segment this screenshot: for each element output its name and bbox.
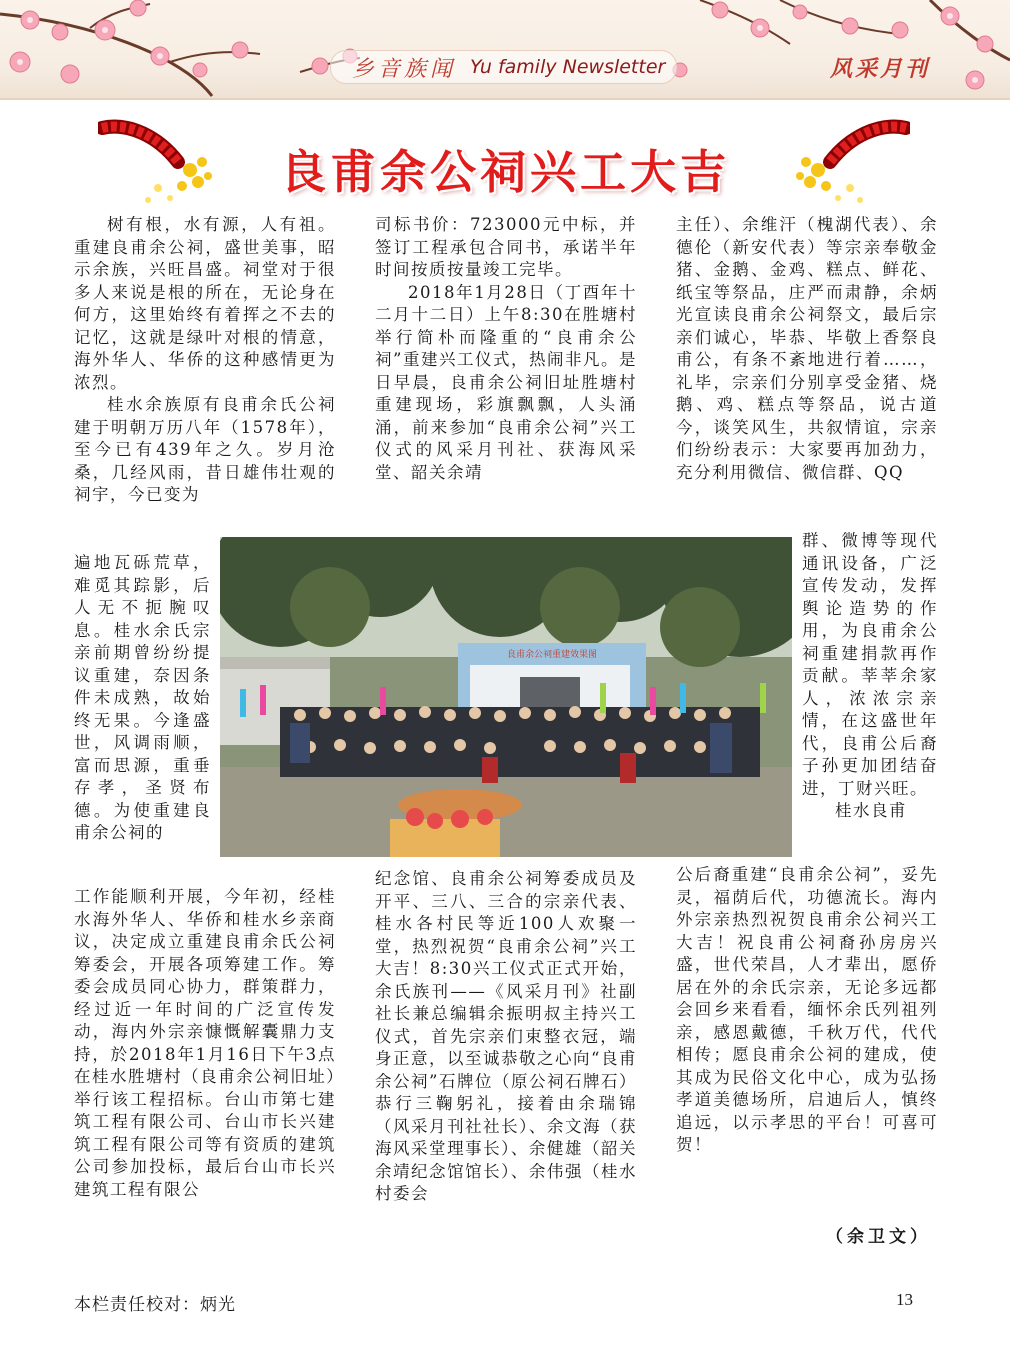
paragraph: 主任）、余维汗（槐湖代表）、余德伦（新安代表）等宗亲奉敬金猪、金鹅、金鸡、糕点、鲜花、纸宝等祭品，庄严而肃静，余炳光宣读良甫余公祠祭文，最后宗亲们诚心，毕恭、毕敬上香祭良甫公，有条不紊地进行着……，礼毕，宗亲们分别享受金猪、烧鹅、鸡、糕点等祭品，说古道今，谈笑风生，共叙情谊，宗亲们纷纷表示：大家要再加劲力，充分利用微信、微信群、QQ <box>676 215 938 482</box>
paragraph: 桂水余族原有良甫余氏公祠建于明朝万历八年（1578年），至今已有439年之久。岁月沧桑，几经风雨，昔日雄伟壮观的祠宇，今已变为 <box>74 395 336 504</box>
paragraph: 树有根，水有源，人有祖。重建良甫余公祠，盛世美事，昭示余族，兴旺昌盛。祠堂对于很多人来说是根的所在，无论身在何方，这里始终有着挥之不去的记忆，这就是绿叶对根的情意，海外华人、华侨的这种感情更为浓烈。 <box>74 215 336 392</box>
paragraph: 2018年1月28日（丁酉年十二月十二日）上午8:30在胜塘村举行简朴而隆重的“良甫余公祠”重建兴工仪式，热闹非凡。是日早晨，良甫余公祠旧址胜塘村重建现场，彩旗飘飘，人头涌涌，前来参加“良甫余公祠”兴工仪式的风采月刊社、获海风采堂、韶关余靖 <box>375 282 637 482</box>
article-column-3-lower <box>676 864 938 1157</box>
article-column-1 <box>74 214 336 507</box>
magazine-name: 风采月刊 <box>830 56 931 82</box>
group-photo <box>220 537 792 857</box>
group-photo-illustration <box>220 537 792 857</box>
author-credit: （余卫文） <box>826 1227 931 1247</box>
article-title: 良甫余公祠兴工大吉 <box>280 145 730 199</box>
article-column-1-narrow <box>74 552 211 845</box>
article-column-2 <box>375 214 637 484</box>
paragraph: 公后裔重建“良甫余公祠”，妥先灵，福荫后代，功德流长。海内外宗亲热烈祝贺良甫余公祠兴工大吉！祝良甫公祠裔孙房房兴盛，世代荣昌，人才辈出，愿侨居在外的余氏宗亲，无论多远都会回乡来看看，缅怀余氏列祖列亲，感恩戴德，千秋万代，代代相传；愿良甫余公祠的建成，使其成为民俗文化中心，成为弘扬孝道美德场所，启迪后人，慎终追远，以示孝思的平台！可喜可贺！ <box>676 865 938 1154</box>
paragraph: 桂水良甫 <box>835 801 907 820</box>
article-column-2-lower <box>375 868 637 1206</box>
section-title-english: Yu family Newsletter <box>470 56 666 78</box>
rendering-sign: 良甫余公祠重建效果图 <box>506 650 598 660</box>
proofreader-credit: 本栏责任校对：炳光 <box>74 1295 236 1315</box>
article-column-3-narrow <box>802 530 938 823</box>
header-banner <box>0 0 1010 100</box>
article-column-1-lower <box>74 886 336 1201</box>
paragraph: 工作能顺利开展，今年初，经桂水海外华人、华侨和桂水乡亲商议，决定成立重建良甫余氏公祠筹委会，开展各项筹建工作。筹委会成员同心协力，群策群力，经过近一年时间的广泛宣传发动，海内外宗亲慷慨解囊鼎力支持，於2018年1月16日下午3点在桂水胜塘村（良甫余公祠旧址）举行该工程招标。台山市第七建筑工程有限公司、台山市长兴建筑工程有限公司等有资质的建筑公司参加投标，最后台山市长兴建筑工程有限公 <box>74 887 336 1199</box>
paragraph: 纪念馆、良甫余公祠筹委成员及开平、三八、三合的宗亲代表、桂水各村民等近100人欢聚一堂，热烈祝贺“良甫余公祠”兴工大吉！8:30兴工仪式正式开始，余氏族刊——《风采月刊》社副社长兼总编辑余振明叔主持兴工仪式，首先宗亲们束整衣冠，端身正意，以至诚恭敬之心向“良甫余公祠”石牌位（原公祠石牌石）恭行三鞠躬礼，接着由余瑞锦（风采月刊社社长）、余文海（获海风采堂理事长）、余健雄（韶关余靖纪念馆馆长）、余伟强（桂水村委会 <box>375 869 637 1203</box>
paragraph: 遍地瓦砾荒草，难觅其踪影，后人无不扼腕叹息。桂水余氏宗亲前期曾纷纷提议重建，奈因条件未成熟，故始终无果。今逢盛世，风调雨顺，富而思源，重垂存孝，圣贤布德。为使重建良甫余公祠的 <box>74 553 211 842</box>
paragraph: 群、微博等现代通讯设备，广泛宣传发动，发挥舆论造势的作用，为良甫余公祠重建捐款再作贡献。莘莘余家人，浓浓宗亲情，在这盛世年代，良甫公后裔子孙更加团结奋进，丁财兴旺。 <box>802 531 938 798</box>
section-title-chinese: 乡音族闻 <box>352 57 457 82</box>
article-column-3 <box>676 214 938 484</box>
page-number: 13 <box>896 1290 913 1309</box>
paragraph: 司标书价：723000元中标，并签订工程承包合同书，承诺半年时间按质按量竣工完毕。 <box>375 215 637 279</box>
